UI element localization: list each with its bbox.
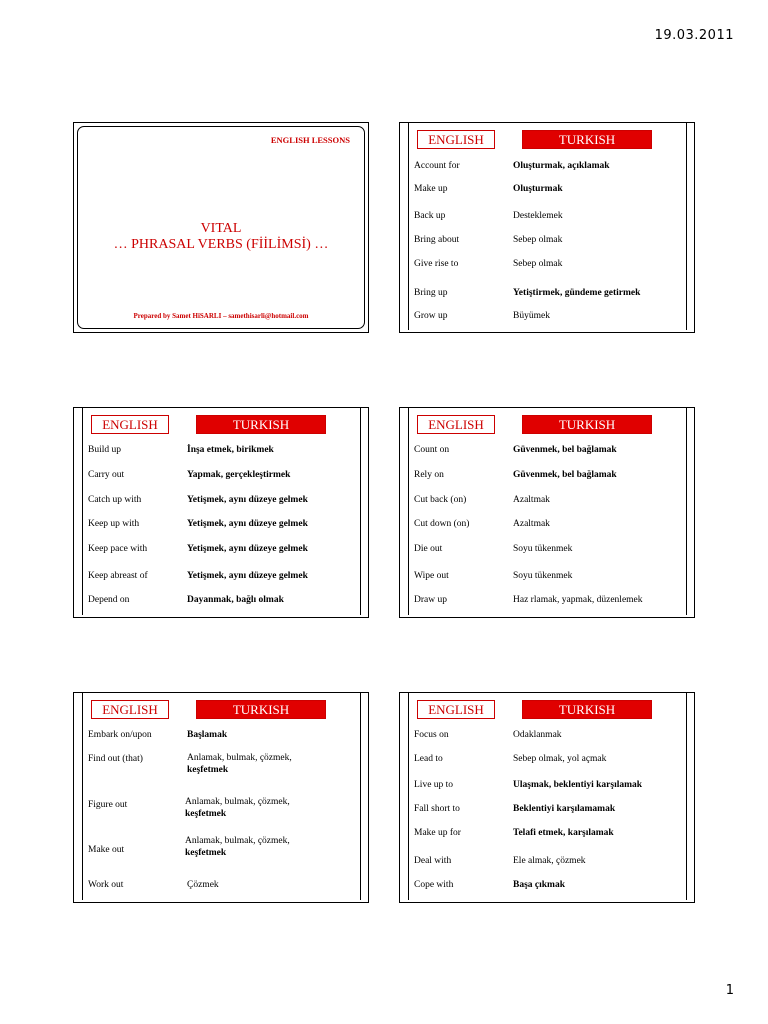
vocab-row bbox=[74, 592, 368, 608]
vocab-row bbox=[400, 825, 694, 841]
turkish-column-header: TURKISH bbox=[196, 700, 326, 719]
turkish-translation: Yetişmek, aynı düzeye gelmek bbox=[187, 495, 308, 505]
turkish-column-header: TURKISH bbox=[522, 415, 652, 434]
turkish-translation: Çözmek bbox=[187, 880, 219, 890]
vocab-row bbox=[74, 568, 368, 584]
vocab-row bbox=[74, 795, 368, 823]
english-column-header: ENGLISH bbox=[91, 700, 169, 719]
english-term: Cope with bbox=[414, 880, 454, 890]
vocab-row bbox=[74, 467, 368, 483]
english-column-header: ENGLISH bbox=[91, 415, 169, 434]
vocab-row bbox=[400, 285, 694, 301]
turkish-translation: Güvenmek, bel bağlamak bbox=[513, 470, 617, 480]
turkish-translation-cont: keşfetmek bbox=[187, 765, 229, 775]
turkish-translation: İnşa etmek, birikmek bbox=[187, 445, 274, 455]
vocab-row bbox=[74, 442, 368, 458]
turkish-translation: Sebep olmak bbox=[513, 235, 563, 245]
english-term: Rely on bbox=[414, 470, 444, 480]
english-term: Keep pace with bbox=[88, 544, 148, 554]
english-term: Catch up with bbox=[88, 495, 142, 505]
english-term: Give rise to bbox=[414, 259, 459, 269]
turkish-translation: Desteklemek bbox=[513, 211, 563, 221]
slide-title-vital: VITAL bbox=[200, 221, 242, 236]
vocab-row bbox=[74, 727, 368, 743]
turkish-translation: Oluşturmak bbox=[513, 184, 563, 194]
turkish-translation: Başa çıkmak bbox=[513, 880, 565, 890]
turkish-column-header: TURKISH bbox=[522, 130, 652, 149]
vocab-row bbox=[400, 568, 694, 584]
english-term: Make up for bbox=[414, 828, 461, 838]
vocab-row bbox=[74, 516, 368, 532]
turkish-translation-cont: keşfetmek bbox=[185, 848, 227, 858]
turkish-translation: Yapmak, gerçekleştirmek bbox=[187, 470, 291, 480]
vocab-row bbox=[400, 801, 694, 817]
english-term: Bring about bbox=[414, 235, 460, 245]
vocab-row bbox=[400, 541, 694, 557]
english-term: Make out bbox=[88, 845, 125, 855]
english-term: Live up to bbox=[414, 780, 454, 790]
vocab-row bbox=[400, 232, 694, 248]
english-term: Cut down (on) bbox=[414, 519, 470, 529]
vocab-row bbox=[400, 467, 694, 483]
course-label: ENGLISH LESSONS bbox=[270, 135, 350, 145]
turkish-translation: Başlamak bbox=[187, 730, 228, 740]
turkish-translation: Büyümek bbox=[513, 311, 550, 321]
page-number: 1 bbox=[725, 983, 734, 998]
page-date: 19.03.2011 bbox=[654, 28, 734, 43]
vocab-row bbox=[400, 492, 694, 508]
turkish-translation: Anlamak, bulmak, çözmek, bbox=[187, 753, 292, 763]
vocab-row bbox=[74, 877, 368, 893]
vocab-row bbox=[400, 592, 694, 608]
turkish-translation: Oluşturmak, açıklamak bbox=[513, 161, 610, 171]
turkish-translation: Haz rlamak, yapmak, düzenlemek bbox=[513, 595, 643, 605]
vocab-row bbox=[400, 777, 694, 793]
vocab-row bbox=[400, 877, 694, 893]
english-term: Find out (that) bbox=[88, 754, 143, 764]
turkish-translation: Beklentiyi karşılamamak bbox=[513, 804, 616, 814]
english-term: Grow up bbox=[414, 311, 448, 321]
english-column-header: ENGLISH bbox=[417, 415, 495, 434]
title-slide bbox=[73, 122, 369, 333]
vocab-slide-3 bbox=[73, 407, 369, 618]
vocab-row bbox=[74, 751, 368, 779]
vocab-slide-4 bbox=[399, 407, 695, 618]
vocab-row bbox=[74, 541, 368, 557]
turkish-translation-cont: keşfetmek bbox=[185, 809, 227, 819]
english-term: Keep abreast of bbox=[88, 571, 148, 581]
english-term: Build up bbox=[88, 445, 121, 455]
turkish-translation: Sebep olmak, yol açmak bbox=[513, 754, 607, 764]
vocab-row bbox=[400, 853, 694, 869]
english-term: Lead to bbox=[414, 754, 443, 764]
english-term: Die out bbox=[414, 544, 443, 554]
turkish-translation: Odaklanmak bbox=[513, 730, 562, 740]
english-term: Fall short to bbox=[414, 804, 460, 814]
english-term: Figure out bbox=[88, 800, 128, 810]
turkish-translation: Ulaşmak, beklentiyi karşılamak bbox=[513, 780, 643, 790]
vocab-row bbox=[74, 492, 368, 508]
turkish-translation: Yetiştirmek, gündeme getirmek bbox=[513, 288, 641, 298]
english-column-header: ENGLISH bbox=[417, 700, 495, 719]
vocab-slide-2 bbox=[399, 122, 695, 333]
turkish-column-header: TURKISH bbox=[522, 700, 652, 719]
english-term: Depend on bbox=[88, 595, 130, 605]
english-term: Count on bbox=[414, 445, 450, 455]
turkish-translation: Sebep olmak bbox=[513, 259, 563, 269]
english-term: Wipe out bbox=[414, 571, 449, 581]
vocab-row bbox=[400, 256, 694, 272]
vocab-row bbox=[400, 727, 694, 743]
turkish-translation: Anlamak, bulmak, çözmek, bbox=[185, 836, 290, 846]
turkish-translation: Anlamak, bulmak, çözmek, bbox=[185, 797, 290, 807]
english-column-header: ENGLISH bbox=[417, 130, 495, 149]
english-term: Make up bbox=[414, 184, 448, 194]
vocab-row bbox=[400, 516, 694, 532]
turkish-translation: Yetişmek, aynı düzeye gelmek bbox=[187, 571, 308, 581]
vocab-row bbox=[400, 181, 694, 197]
english-term: Focus on bbox=[414, 730, 449, 740]
vocab-slide-6 bbox=[399, 692, 695, 903]
turkish-translation: Azaltmak bbox=[513, 495, 550, 505]
turkish-translation: Yetişmek, aynı düzeye gelmek bbox=[187, 544, 308, 554]
turkish-translation: Yetişmek, aynı düzeye gelmek bbox=[187, 519, 308, 529]
english-term: Embark on/upon bbox=[88, 730, 152, 740]
english-term: Carry out bbox=[88, 470, 125, 480]
vocab-slide-5 bbox=[73, 692, 369, 903]
english-term: Cut back (on) bbox=[414, 495, 467, 505]
slide-title-phrasal-verbs: … PHRASAL VERBS (FİİLİMSİ) … bbox=[113, 237, 329, 252]
vocab-row bbox=[74, 834, 368, 862]
vocab-row bbox=[400, 442, 694, 458]
english-term: Bring up bbox=[414, 288, 448, 298]
vocab-row bbox=[400, 158, 694, 174]
turkish-translation: Telafi etmek, karşılamak bbox=[513, 828, 614, 838]
turkish-translation: Soyu tükenmek bbox=[513, 544, 573, 554]
vocab-row bbox=[400, 308, 694, 324]
turkish-translation: Güvenmek, bel bağlamak bbox=[513, 445, 617, 455]
english-term: Keep up with bbox=[88, 519, 140, 529]
vocab-row bbox=[400, 751, 694, 767]
english-term: Back up bbox=[414, 211, 446, 221]
turkish-translation: Ele almak, çözmek bbox=[513, 856, 586, 866]
english-term: Deal with bbox=[414, 856, 452, 866]
author-credit: Prepared by Samet HiSARLI – samethisarli@hotmail.com bbox=[133, 312, 309, 320]
vocab-row bbox=[400, 208, 694, 224]
english-term: Draw up bbox=[414, 595, 447, 605]
turkish-translation: Soyu tükenmek bbox=[513, 571, 573, 581]
turkish-column-header: TURKISH bbox=[196, 415, 326, 434]
english-term: Account for bbox=[414, 161, 460, 171]
english-term: Work out bbox=[88, 880, 124, 890]
turkish-translation: Azaltmak bbox=[513, 519, 550, 529]
turkish-translation: Dayanmak, bağlı olmak bbox=[187, 595, 284, 605]
